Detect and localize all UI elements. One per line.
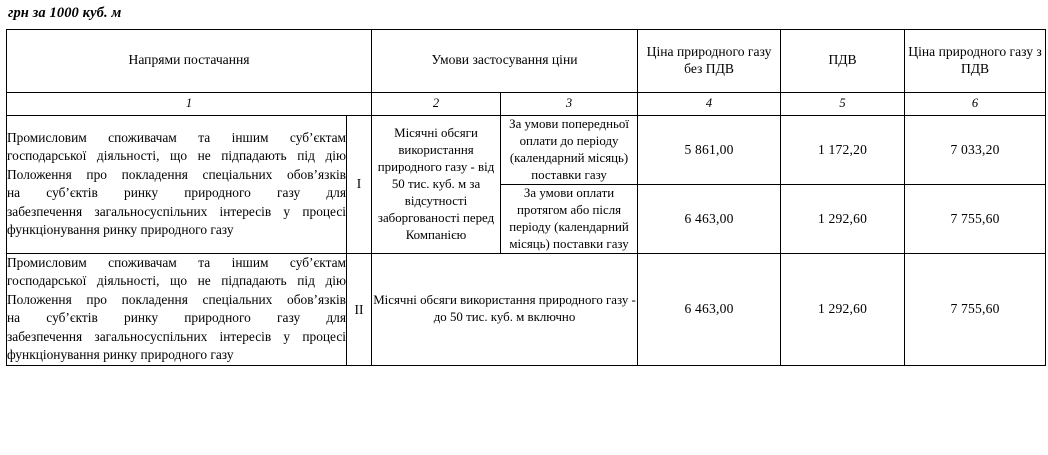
- payment-condition-1-1: За умови попередньої оплати до періоду (календарний місяць) поставки газу: [501, 115, 638, 184]
- direction-cell-2: [7, 253, 347, 365]
- volume-condition-1: Місячні обсяги використання природного газу - від 50 тис. куб. м за відсутності заборгованості перед Компанією: [372, 115, 501, 253]
- vat-1-2: 1 292,60: [781, 184, 905, 253]
- direction-line: Положення про покладення спеціальних обов’язків: [7, 291, 346, 307]
- vat-1-1: 1 172,20: [781, 115, 905, 184]
- direction-line: на суб’єктів ринку природного газу для: [7, 185, 346, 201]
- direction-line: на суб’єктів ринку природного газу для: [7, 310, 346, 326]
- direction-line: Промисловим споживачам та іншим суб’єктам: [7, 129, 346, 145]
- price-without-vat-1-1: 5 861,00: [638, 115, 781, 184]
- price-without-vat-2-1: 6 463,00: [638, 253, 781, 365]
- price-with-vat-1-2: 7 755,60: [905, 184, 1046, 253]
- header-vat: ПДВ: [781, 29, 905, 92]
- direction-line: господарської діяльності, що не підпадають під дію: [7, 273, 346, 289]
- volume-condition-2: Місячні обсяги використання природного газу - до 50 тис. куб. м включно: [372, 253, 638, 365]
- direction-line: господарської діяльності, що не підпадають під дію: [7, 148, 346, 164]
- roman-numeral-1: I: [347, 115, 372, 253]
- table-header-row: [7, 29, 1046, 92]
- header-direction: Напрями постачання: [7, 29, 372, 92]
- column-number-3: 3: [501, 92, 638, 115]
- header-price-without-vat: Ціна природного газу без ПДВ: [638, 29, 781, 92]
- table-row: [7, 253, 1046, 365]
- column-number-1: 1: [7, 92, 372, 115]
- price-table: [6, 29, 1046, 366]
- table-row: [7, 115, 1046, 184]
- column-number-2: 2: [372, 92, 501, 115]
- column-number-6: 6: [905, 92, 1046, 115]
- price-without-vat-1-2: 6 463,00: [638, 184, 781, 253]
- header-price-conditions: Умови застосування ціни: [372, 29, 638, 92]
- direction-line: функціонування ринку природного газу: [7, 347, 234, 363]
- vat-2-1: 1 292,60: [781, 253, 905, 365]
- direction-line: забезпечення загальносуспільних інтересів у процесі: [7, 203, 346, 219]
- price-with-vat-1-1: 7 033,20: [905, 115, 1046, 184]
- column-number-5: 5: [781, 92, 905, 115]
- direction-line: Положення про покладення спеціальних обов’язків: [7, 166, 346, 182]
- header-price-with-vat: Ціна природного газу з ПДВ: [905, 29, 1046, 92]
- column-number-row: [7, 92, 1046, 115]
- direction-line: забезпечення загальносуспільних інтересів у процесі: [7, 328, 346, 344]
- price-with-vat-2-1: 7 755,60: [905, 253, 1046, 365]
- payment-condition-1-2: За умови оплати протягом або після періоду (календарний місяць) поставки газу: [501, 184, 638, 253]
- column-number-4: 4: [638, 92, 781, 115]
- direction-line: Промисловим споживачам та іншим суб’єктам: [7, 254, 346, 270]
- direction-line: функціонування ринку природного газу: [7, 222, 234, 238]
- table-caption: грн за 1000 куб. м: [8, 5, 122, 21]
- roman-numeral-2: II: [347, 253, 372, 365]
- direction-cell-1: [7, 115, 347, 253]
